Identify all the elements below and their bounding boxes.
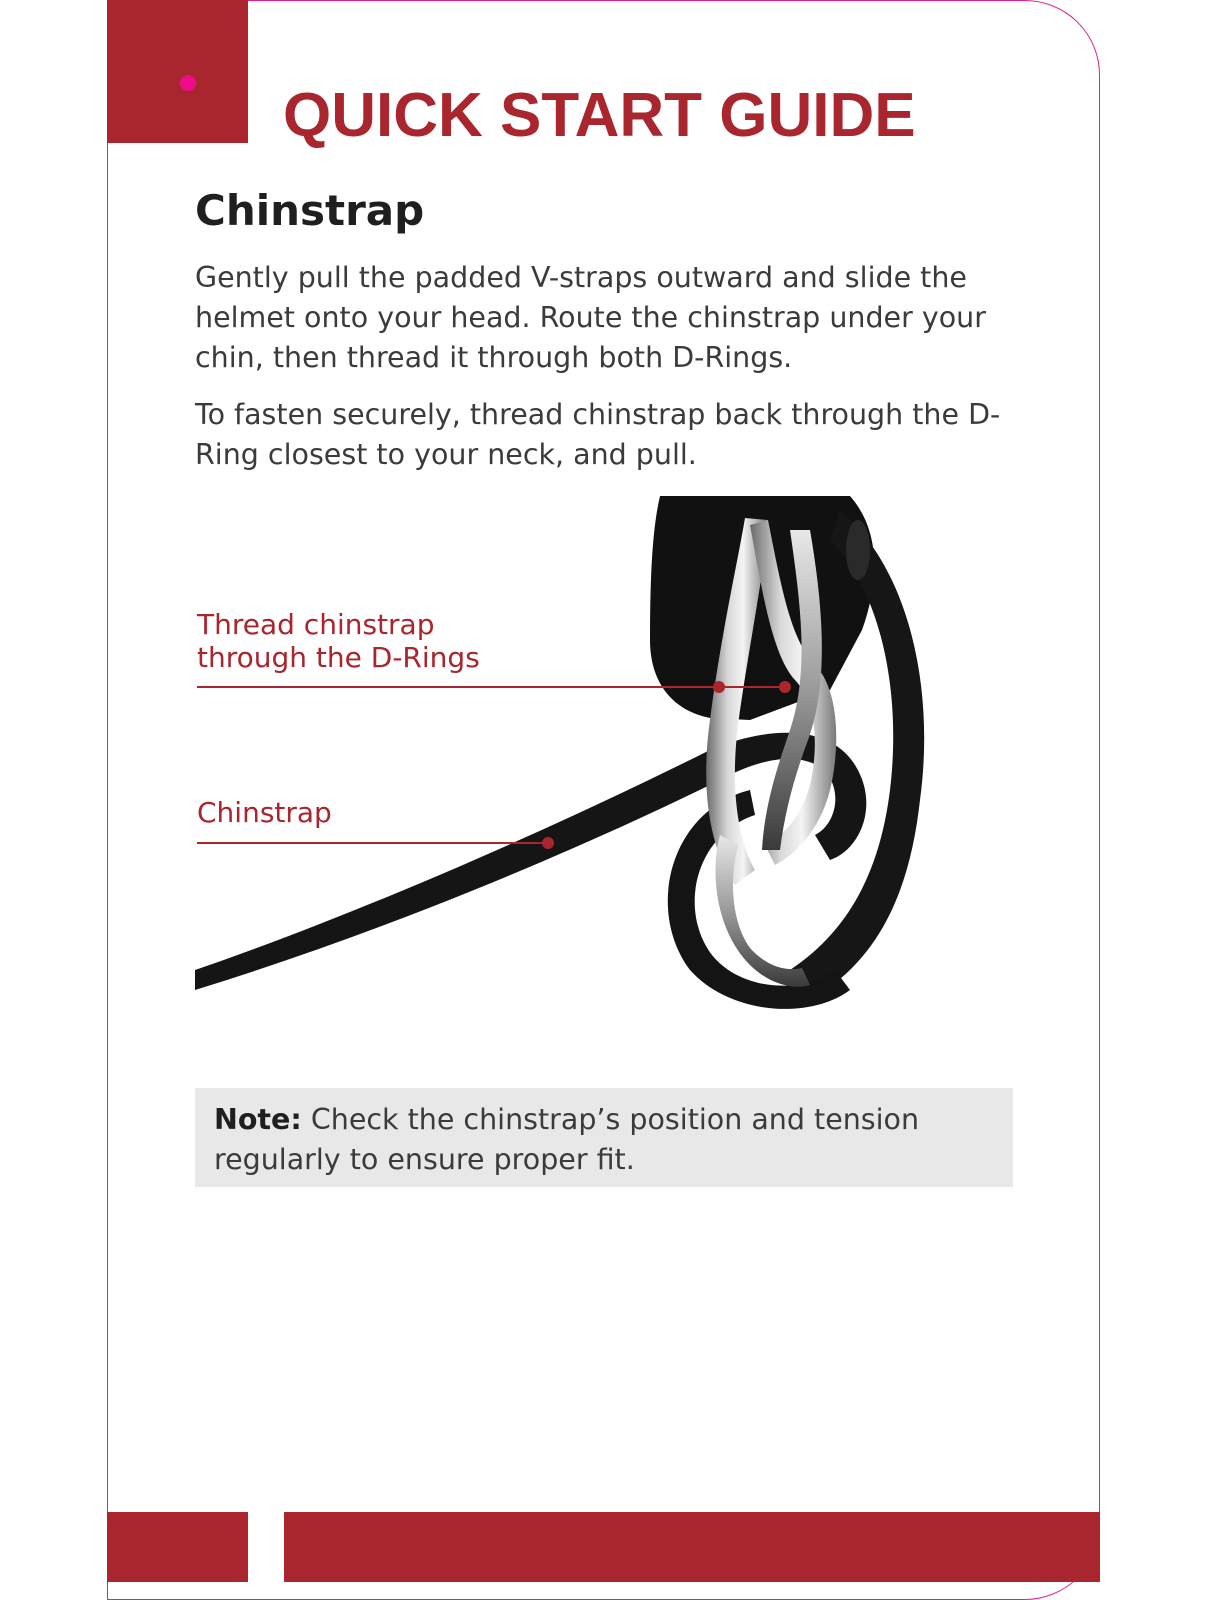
corner-tab [107, 0, 248, 143]
registration-dot-icon [180, 75, 196, 91]
callout-d-rings-line-2: through the D-Rings [197, 641, 480, 674]
callout-label-chinstrap: Chinstrap [197, 796, 332, 829]
buckle-tab [715, 835, 810, 987]
note-box [195, 1088, 1013, 1187]
section-heading: Chinstrap [195, 186, 425, 235]
note-body: Check the chinstrap’s position and tension regularly to ensure proper fit. [214, 1103, 920, 1176]
instruction-paragraph-1: Gently pull the padded V-straps outward and slide the helmet onto your head. Route the chinstrap under your chin, then thread it through both D-Rings. [195, 261, 986, 374]
callout-d-rings-line-1: Thread chinstrap [197, 608, 435, 641]
callout-marker-dot-icon [542, 837, 554, 849]
callout-marker-dot-icon [779, 681, 791, 693]
chinstrap-illustration [190, 490, 990, 1050]
note-label: Note: [214, 1103, 302, 1136]
page-title: QUICK START GUIDE [283, 81, 916, 150]
callout-label-d-rings [197, 608, 480, 674]
callout-marker-dot-icon [713, 681, 725, 693]
note-text [214, 1100, 995, 1180]
callout-leader-line-d-rings [197, 686, 787, 688]
footer-bar-right [284, 1512, 1100, 1582]
instruction-paragraph-2: To fasten securely, thread chinstrap back through the D-Ring closest to your neck, and pull. [195, 398, 1001, 471]
footer-bar-left [107, 1512, 248, 1582]
chinstrap-strap [195, 733, 866, 990]
snap-button-icon [846, 520, 870, 580]
callout-leader-line-chinstrap [197, 842, 549, 844]
